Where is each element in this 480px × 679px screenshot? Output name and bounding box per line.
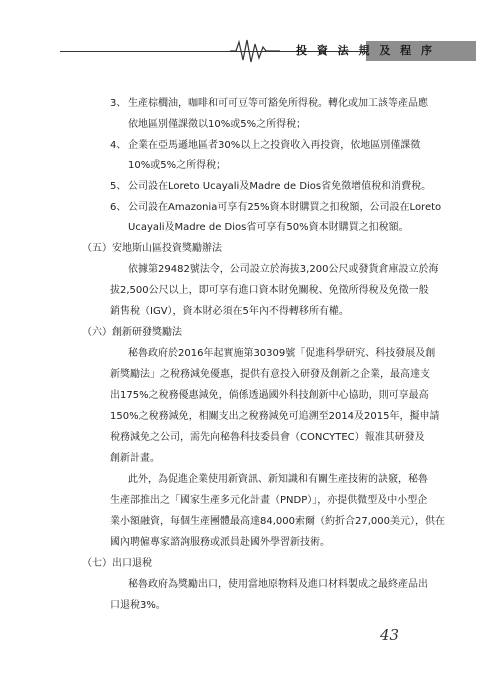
paragraph-line: 秘魯政府為獎勵出口，使用當地原物料及進口材料製成之最終產品出 [128,579,428,590]
item-text-line: Ucayali及Madre de Dios省可享有50%資本財購買之扣稅額。 [128,222,409,233]
item-number: 4、 [110,140,127,151]
item-text-line: 公司設在Loreto Ucayali及Madre de Dios省免徵增值稅和消費稅。 [128,181,432,192]
item-number: 5、 [110,181,127,192]
paragraph-line: 稅務減免之公司，需先向秘魯科技委員會（CONCYTEC）報准其研發及 [110,432,425,443]
item-number: 3、 [110,98,127,109]
paragraph-line: 口退稅3%。 [110,600,166,611]
pulse-line-icon [230,38,280,64]
paragraph-line: 新獎勵法」之稅務減免優惠，提供有意投入研發及創新之企業，最高達支 [110,369,430,380]
paragraph-line: 出175%之稅務優惠減免，倘係透過國外科技創新中心協助，則可享最高 [110,390,429,401]
paragraph-line: 創新計畫。 [110,453,160,464]
item-text-line: 依地區別僅課徵以10%或5%之所得稅； [128,119,307,130]
item-number: 6、 [110,202,127,213]
paragraph-line: 拔2,500公尺以上，即可享有進口資本財免關稅、免徵所得稅及免徵一般 [110,285,429,296]
header-title: 投 資 法 規 及 程 序 [296,44,435,57]
item-text-line: 10%或5%之所得稅； [128,160,227,171]
section-heading: （五）安地斯山區投資獎勵辦法 [82,243,222,254]
paragraph-line: 生產部推出之「國家生產多元化計畫（PNDP）」，亦提供微型及中小型企 [110,495,428,506]
item-text-line: 生產棕櫚油，咖啡和可可豆等可豁免所得稅。轉化或加工該等產品應 [128,98,428,109]
paragraph-line: 業小額融資，每個生產團體最高達84,000索爾（約折合27,000美元），供在 [110,516,445,527]
paragraph-line: 此外，為促進企業使用新資訊、新知識和有關生產技術的訣竅，秘魯 [128,474,428,485]
paragraph-line: 銷售稅（IGV），資本財必須在5年內不得轉移所有權。 [110,306,349,317]
paragraph-line: 依據第29482號法令，公司設立於海拔3,200公尺或發貨倉庫設立於海 [128,264,439,275]
section-heading: （六）創新研發獎勵法 [82,327,182,338]
paragraph-line: 國內聘僱專家諮詢服務或派員赴國外學習新技術。 [110,537,330,548]
paragraph-line: 150%之稅務減免，相關支出之稅務減免可追溯至2014及2015年，擬申請 [110,411,440,422]
page-number: 43 [380,626,400,644]
item-text-line: 公司設在Amazonia可享有25%資本財購買之扣稅額，公司設在Loreto [128,202,442,213]
section-heading: （七）出口退稅 [82,558,152,569]
item-text-line: 企業在亞馬遜地區者30%以上之投資收入再投資，依地區別僅課徵 [128,140,421,151]
paragraph-line: 秘魯政府於2016年起實施第30309號「促進科學研究、科技發展及創 [128,348,436,359]
